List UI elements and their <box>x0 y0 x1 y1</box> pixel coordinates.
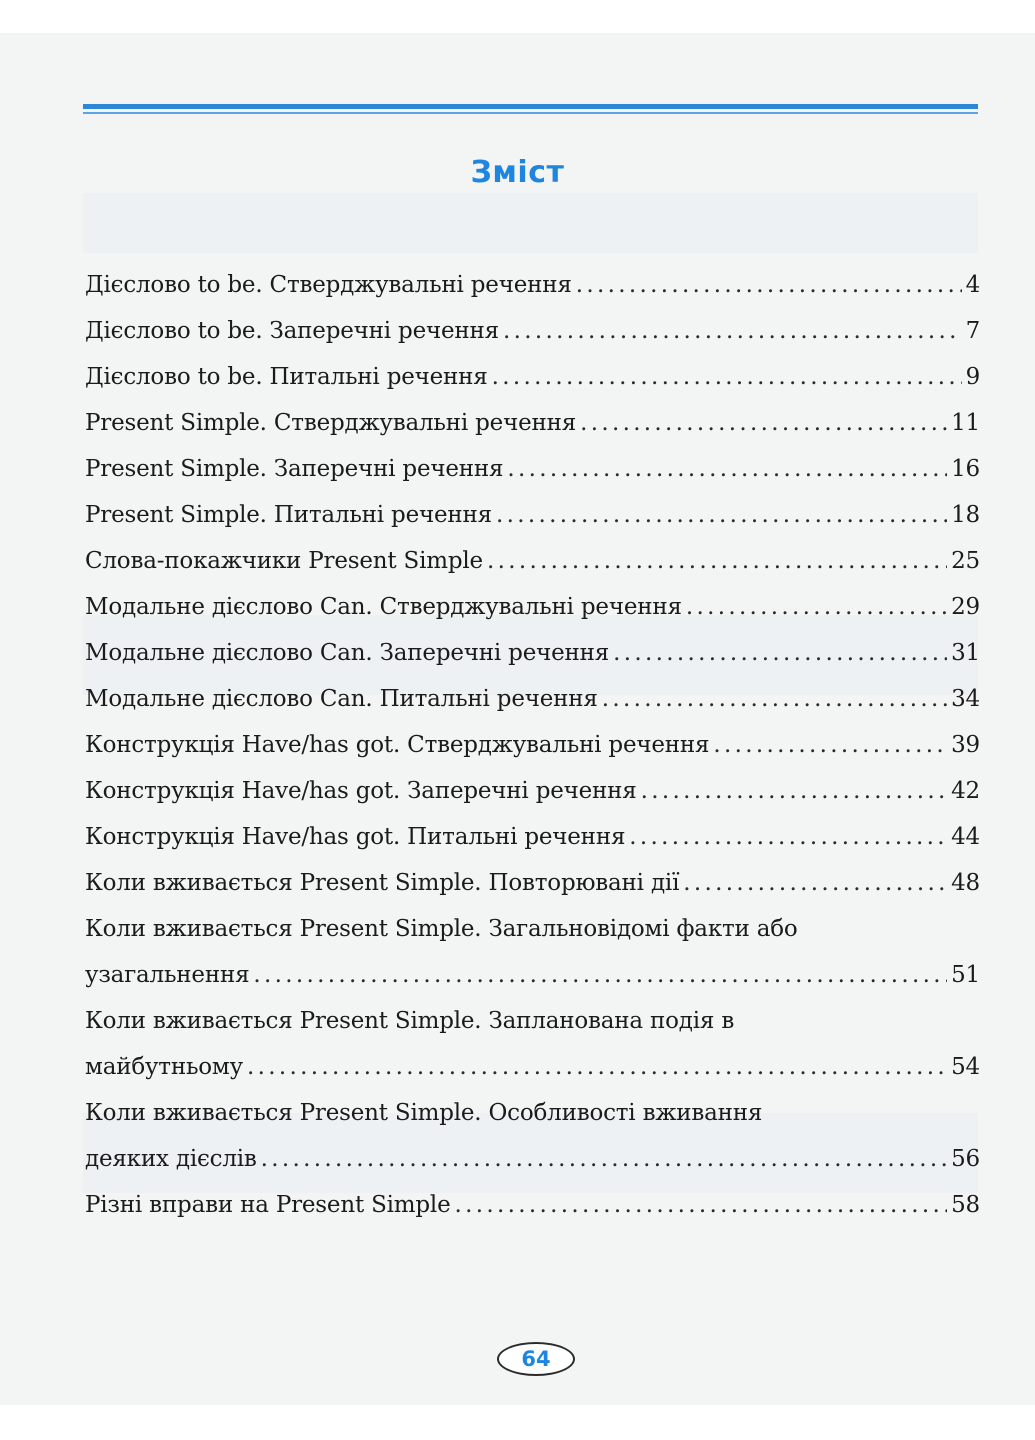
toc-entry[interactable] <box>85 768 980 814</box>
page-title: Зміст <box>470 155 565 190</box>
toc-entry-title: Present Simple. Питальні речення <box>85 502 492 528</box>
toc-entry-page: 11 <box>951 410 980 436</box>
toc-entry-title: Дієслово to be. Заперечні речення <box>85 318 499 344</box>
toc-entry-page: 54 <box>951 1054 980 1080</box>
toc-entry-title: Present Simple. Заперечні речення <box>85 456 504 482</box>
toc-entry[interactable] <box>85 492 980 538</box>
toc-entry-title: майбутньому <box>85 1054 243 1080</box>
toc-entry-page: 4 <box>965 272 980 298</box>
toc-entry[interactable] <box>85 354 980 400</box>
toc-entry[interactable] <box>85 860 980 906</box>
toc-entry-page: 42 <box>951 778 980 804</box>
toc-leader-dots <box>247 1044 947 1090</box>
toc-entry-page: 29 <box>951 594 980 620</box>
toc-entry-page: 7 <box>965 318 980 344</box>
page-number-badge <box>497 1342 575 1376</box>
toc-leader-dots <box>253 952 947 998</box>
bleed-through-panel <box>83 193 978 253</box>
toc-leader-dots <box>686 584 947 630</box>
toc-entry-title: Конструкція Have/has got. Стверджувальні речення <box>85 732 710 758</box>
toc-entry[interactable] <box>85 262 980 308</box>
toc-leader-dots <box>641 768 948 814</box>
toc-entry-title: Дієслово to be. Стверджувальні речення <box>85 272 572 298</box>
toc-entry[interactable] <box>85 308 980 354</box>
toc-entry-title: Слова-покажчики Present Simple <box>85 548 483 574</box>
toc-entry-title: Різні вправи на Present Simple <box>85 1192 451 1218</box>
toc-entry-page: 18 <box>951 502 980 528</box>
page-number: 64 <box>521 1347 551 1371</box>
table-of-contents <box>85 262 980 1228</box>
toc-entry-page: 34 <box>951 686 980 712</box>
toc-entry-title: Конструкція Have/has got. Заперечні речення <box>85 778 637 804</box>
toc-entry[interactable] <box>85 906 980 998</box>
toc-entry-title: узагальнення <box>85 962 250 988</box>
toc-leader-dots <box>507 446 947 492</box>
toc-entry[interactable] <box>85 722 980 768</box>
toc-entry-title: Модальне дієслово Can. Заперечні речення <box>85 640 610 666</box>
toc-entry-page: 16 <box>951 456 980 482</box>
toc-entry-page: 51 <box>951 962 980 988</box>
toc-entry-title: Конструкція Have/has got. Питальні речення <box>85 824 626 850</box>
toc-entry-title: Дієслово to be. Питальні речення <box>85 364 488 390</box>
toc-leader-dots <box>613 630 947 676</box>
toc-entry-title-line1: Коли вживається Present Simple. Загальновідомі факти або <box>85 916 798 942</box>
toc-entry-page: 39 <box>951 732 980 758</box>
toc-entry-page: 58 <box>951 1192 980 1218</box>
toc-entry-title: Коли вживається Present Simple. Повторювані дії <box>85 870 680 896</box>
toc-entry[interactable] <box>85 630 980 676</box>
toc-entry-title-line1: Коли вживається Present Simple. Запланована подія в <box>85 1008 735 1034</box>
toc-leader-dots <box>496 492 947 538</box>
header-rule-thin <box>83 112 978 114</box>
toc-entry[interactable] <box>85 814 980 860</box>
toc-leader-dots <box>629 814 947 860</box>
toc-leader-dots <box>683 860 947 906</box>
toc-entry-title: Модальне дієслово Can. Питальні речення <box>85 686 598 712</box>
toc-entry-page: 44 <box>951 824 980 850</box>
toc-entry[interactable] <box>85 1090 980 1182</box>
toc-leader-dots <box>261 1136 947 1182</box>
toc-leader-dots <box>576 262 962 308</box>
toc-entry[interactable] <box>85 584 980 630</box>
toc-leader-dots <box>492 354 962 400</box>
toc-entry-page: 31 <box>951 640 980 666</box>
toc-entry-title: Модальне дієслово Can. Стверджувальні речення <box>85 594 682 620</box>
header-rule-thick <box>83 104 978 109</box>
toc-leader-dots <box>503 308 962 354</box>
toc-entry-title: деяких дієслів <box>85 1146 257 1172</box>
toc-leader-dots <box>455 1182 948 1228</box>
toc-entry[interactable] <box>85 1182 980 1228</box>
toc-entry-title: Present Simple. Стверджувальні речення <box>85 410 577 436</box>
toc-entry-title-line1: Коли вживається Present Simple. Особливості вживання <box>85 1100 763 1126</box>
toc-entry-page: 25 <box>951 548 980 574</box>
toc-entry[interactable] <box>85 676 980 722</box>
toc-entry-page: 48 <box>951 870 980 896</box>
toc-entry[interactable] <box>85 998 980 1090</box>
toc-entry[interactable] <box>85 538 980 584</box>
toc-leader-dots <box>487 538 947 584</box>
toc-leader-dots <box>580 400 947 446</box>
toc-entry-page: 9 <box>965 364 980 390</box>
toc-leader-dots <box>602 676 947 722</box>
toc-entry-page: 56 <box>951 1146 980 1172</box>
toc-leader-dots <box>713 722 947 768</box>
toc-entry[interactable] <box>85 446 980 492</box>
toc-entry[interactable] <box>85 400 980 446</box>
